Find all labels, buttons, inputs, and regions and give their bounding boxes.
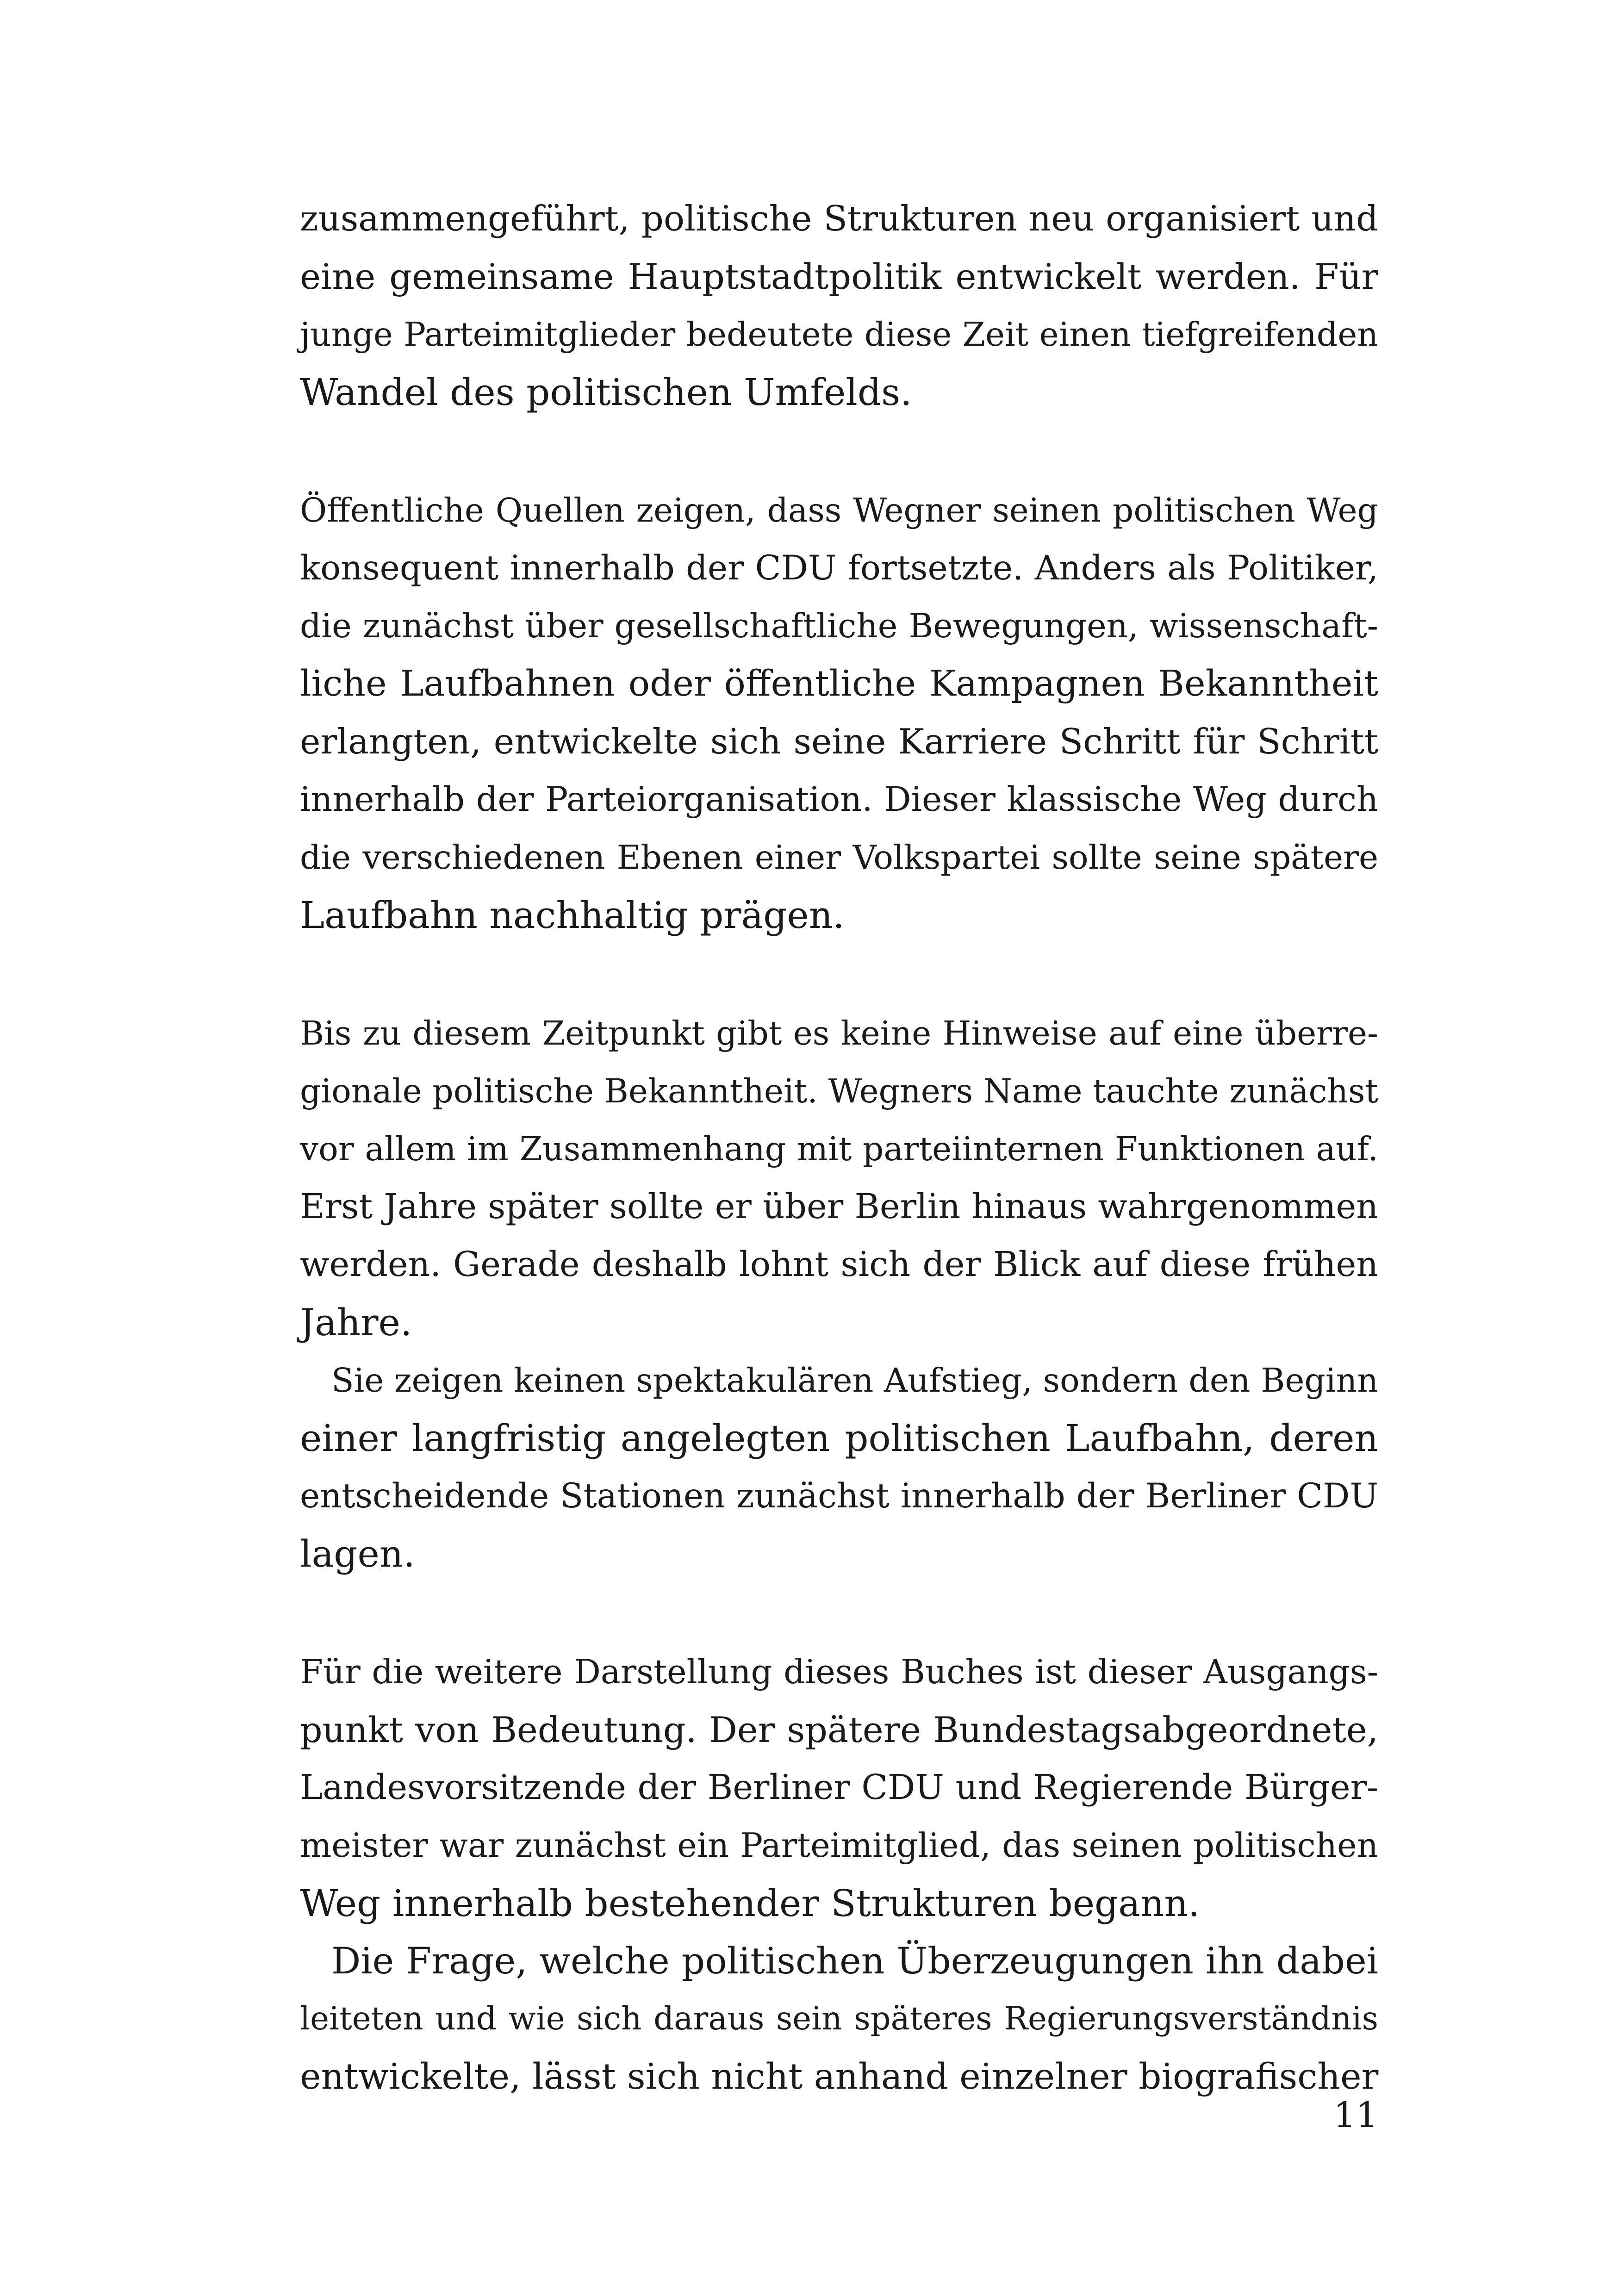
text-line: konsequent innerhalb der CDU fortsetzte. Anders als Politiker, xyxy=(300,548,1378,588)
text-line: die verschiedenen Ebenen einer Volkspartei sollte seine spätere xyxy=(300,838,1378,877)
text-line: werden. Gerade deshalb lohnt sich der Blick auf diese frühen xyxy=(300,1244,1378,1284)
text-line: gionale politische Bekanntheit. Wegners Name tauchte zunächst xyxy=(300,1072,1378,1110)
text-line: Jahre. xyxy=(300,1301,412,1344)
text-line: Laufbahn nachhaltig prägen. xyxy=(300,894,845,937)
text-line: erlangten, entwickelte sich seine Karriere Schritt für Schritt xyxy=(300,721,1378,762)
text-line: Bis zu diesem Zeitpunkt gibt es keine Hinweise auf eine überre- xyxy=(300,1014,1378,1052)
text-line: punkt von Bedeutung. Der spätere Bundestagsabgeordnete, xyxy=(300,1709,1378,1750)
text-line: junge Parteimitglieder bedeutete diese Zeit einen tiefgreifenden xyxy=(300,315,1378,354)
text-line: die zunächst über gesellschaftliche Bewegungen, wissenschaft- xyxy=(300,606,1378,645)
text-line: lagen. xyxy=(300,1532,415,1575)
text-line: eine gemeinsame Hauptstadtpolitik entwickelt werden. Für xyxy=(300,256,1378,297)
text-line: Die Frage, welche politischen Überzeugungen ihn dabei xyxy=(331,1940,1378,1982)
text-line: liche Laufbahnen oder öffentliche Kampagnen Bekanntheit xyxy=(300,663,1378,704)
text-line: entscheidende Stationen zunächst innerhalb der Berliner CDU xyxy=(300,1476,1378,1516)
text-line: Weg innerhalb bestehender Strukturen begann. xyxy=(300,1882,1200,1925)
text-line: Erst Jahre später sollte er über Berlin hinaus wahrgenommen xyxy=(300,1187,1378,1226)
text-line: zusammengeführt, politische Strukturen neu organisiert und xyxy=(300,198,1378,239)
page-number: 11 xyxy=(1333,2094,1378,2135)
text-line: Sie zeigen keinen spektakulären Aufstieg, sondern den Beginn xyxy=(331,1361,1378,1400)
text-line: innerhalb der Parteiorganisation. Dieser klassische Weg durch xyxy=(300,780,1378,819)
text-line: leiteten und wie sich daraus sein späteres Regierungsverständnis xyxy=(300,2000,1378,2037)
text-line: einer langfristig angelegten politischen Laufbahn, deren xyxy=(300,1417,1378,1460)
text-line: Wandel des politischen Umfelds. xyxy=(300,371,912,414)
text-line: Für die weitere Darstellung dieses Buches ist dieser Ausgangs- xyxy=(300,1652,1378,1691)
text-line: Öffentliche Quellen zeigen, dass Wegner seinen politischen Weg xyxy=(300,491,1378,529)
text-line: Landesvorsitzende der Berliner CDU und Regierende Bürger- xyxy=(300,1767,1378,1807)
text-line: meister war zunächst ein Parteimitglied, das seinen politischen xyxy=(300,1826,1378,1865)
text-line: entwickelte, lässt sich nicht anhand einzelner biografischer xyxy=(300,2056,1379,2097)
text-line: vor allem im Zusammenhang mit parteiinternen Funktionen auf. xyxy=(300,1130,1378,1168)
